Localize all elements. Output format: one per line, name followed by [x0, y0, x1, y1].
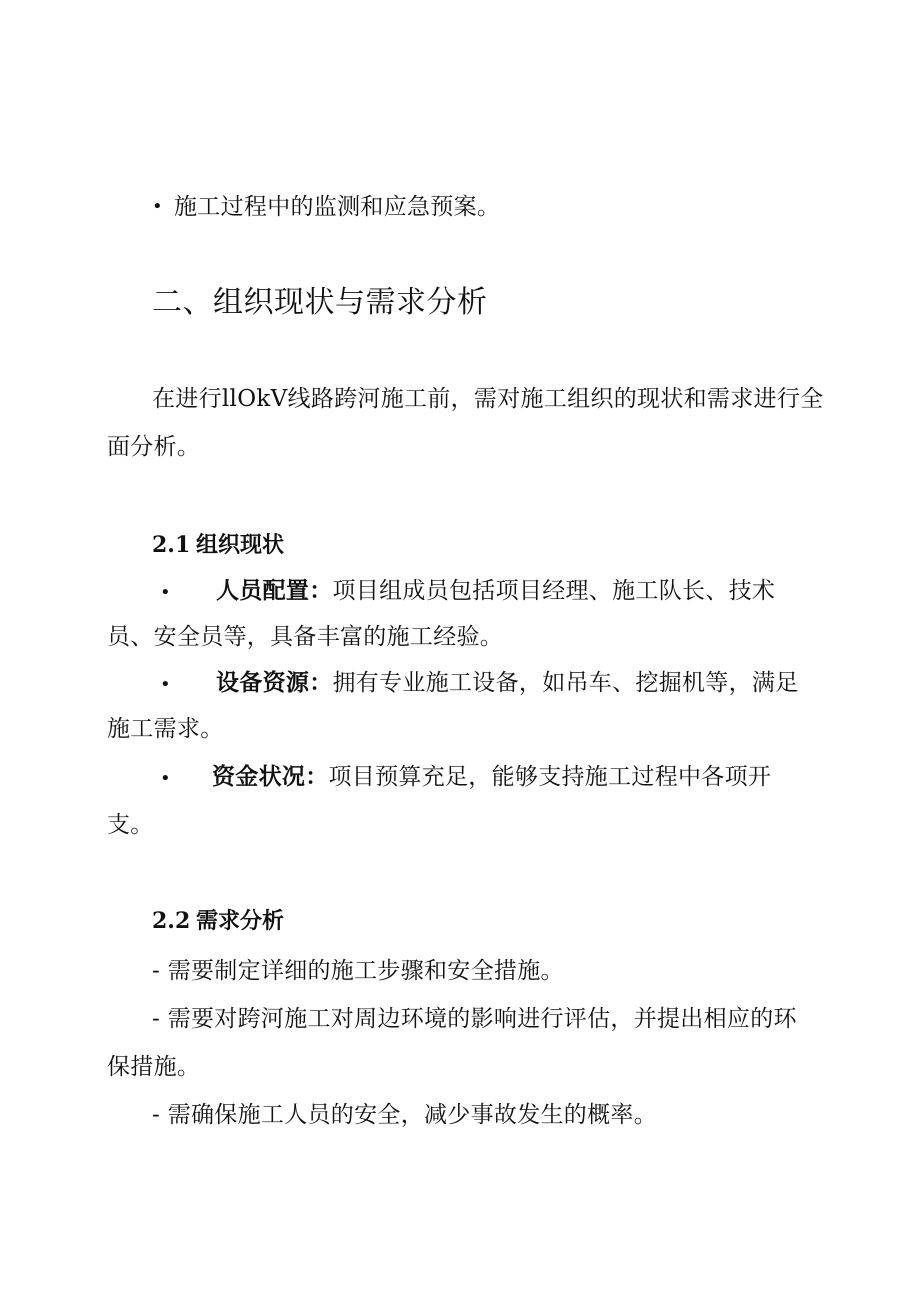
item-label: 资金状况：: [212, 763, 329, 790]
item-marker: •: [160, 674, 171, 695]
need-item: [152, 956, 564, 986]
item-marker: •: [160, 768, 171, 789]
need-text: 需确保施工人员的安全，减少事故发生的概率。: [167, 1102, 658, 1128]
item-label: 设备资源：: [216, 669, 333, 696]
item-marker: •: [160, 582, 171, 603]
need-text: 需要制定详细的施工步骤和安全措施。: [167, 958, 564, 984]
bullet-marker: •: [152, 196, 163, 217]
item-text: 拥有专业施工设备，如吊车、挖掘机等，满足: [332, 670, 799, 696]
list-item-equipment-continued: 施工需求。: [107, 716, 224, 742]
section-heading: 二、组织现状与需求分析: [152, 285, 488, 320]
dash-marker: -: [152, 958, 161, 984]
list-item-personnel: [216, 576, 775, 606]
need-item-continued: 保措施。: [107, 1054, 201, 1080]
subsection-title: 需求分析: [196, 908, 285, 934]
need-text: 需要对跨河施工对周边环境的影响进行评估，并提出相应的环: [167, 1006, 797, 1032]
bullet-text: 施工过程中的监测和应急预案。: [174, 194, 501, 220]
need-item: [152, 1004, 797, 1034]
item-text: 项目预算充足，能够支持施工过程中各项开: [328, 764, 772, 790]
dash-marker: -: [152, 1102, 161, 1128]
subsection-heading-2-1: [152, 530, 284, 560]
dash-marker: -: [152, 1006, 161, 1032]
list-item-equipment: [216, 668, 799, 698]
intro-paragraph-line-1: 在进行llOkV线路跨河施工前，需对施工组织的现状和需求进行全: [152, 386, 824, 412]
subsection-title: 组织现状: [196, 532, 285, 558]
list-item-personnel-continued: 员、安全员等，具备丰富的施工经验。: [107, 624, 504, 650]
item-text: 项目组成员包括项目经理、施工队长、技术: [332, 578, 776, 604]
subsection-number: 2.2: [152, 908, 191, 934]
subsection-heading-2-2: [152, 906, 284, 936]
intro-paragraph-line-2: 面分析。: [107, 434, 201, 460]
subsection-number: 2.1: [152, 532, 191, 558]
list-item-funding-continued: 支。: [107, 812, 154, 838]
need-item: [152, 1100, 657, 1130]
item-label: 人员配置：: [216, 577, 333, 604]
list-item-funding: [212, 762, 771, 792]
